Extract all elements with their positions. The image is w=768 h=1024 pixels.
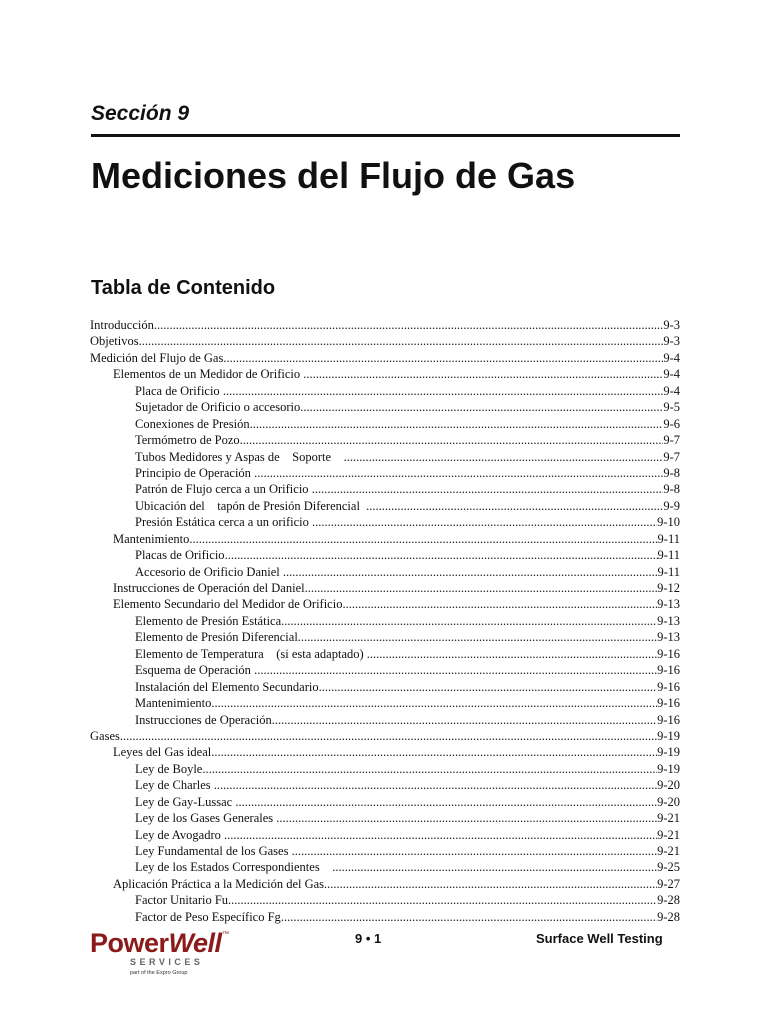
toc-entry[interactable] bbox=[90, 794, 680, 810]
toc-entry-title: Presión Estática cerca a un orificio bbox=[135, 515, 313, 530]
toc-dot-leader bbox=[214, 777, 657, 793]
toc-dot-leader bbox=[276, 810, 657, 826]
toc-entry[interactable] bbox=[90, 432, 680, 448]
toc-entry[interactable] bbox=[90, 909, 680, 925]
toc-dot-leader bbox=[154, 317, 663, 333]
toc-dot-leader bbox=[250, 416, 664, 432]
toc-entry-page: 9-16 bbox=[657, 679, 680, 694]
toc-dot-leader bbox=[332, 859, 657, 875]
logo-wordmark bbox=[90, 928, 222, 958]
toc-entry-page: 9-19 bbox=[657, 761, 680, 776]
toc-entry-page: 9-13 bbox=[657, 597, 680, 612]
toc-entry-title: Accesorio de Orificio Daniel bbox=[135, 564, 283, 579]
toc-entry-page: 9-3 bbox=[663, 318, 680, 332]
header-rule bbox=[91, 134, 680, 137]
toc-entry-page: 9-16 bbox=[657, 646, 680, 661]
toc-dot-leader bbox=[223, 350, 663, 366]
toc-entry-page: 9-5 bbox=[663, 400, 680, 415]
toc-entry-page: 9-3 bbox=[663, 334, 680, 349]
section-label: Sección 9 bbox=[91, 102, 190, 125]
toc-entry-title: Objetivos bbox=[90, 334, 139, 349]
toc-entry[interactable] bbox=[90, 744, 680, 760]
toc-dot-leader bbox=[254, 662, 657, 678]
toc-entry-page: 9-19 bbox=[657, 728, 680, 743]
toc-entry-page: 9-16 bbox=[657, 696, 680, 711]
toc-entry-page: 9-21 bbox=[657, 827, 680, 842]
toc-entry-title: Ley de los Estados Correspondientes bbox=[135, 860, 333, 875]
powerwell-logo bbox=[90, 928, 240, 980]
toc-dot-leader bbox=[312, 481, 664, 497]
toc-dot-leader bbox=[235, 794, 657, 810]
page-title: Mediciones del Flujo de Gas bbox=[91, 155, 576, 196]
toc-entry-title: Tubos Medidores y Aspas de Soporte bbox=[135, 449, 344, 464]
logo-well-text: Well bbox=[168, 928, 222, 958]
toc-dot-leader bbox=[344, 449, 664, 465]
toc-entry-page: 9-8 bbox=[663, 465, 680, 480]
toc-entry[interactable] bbox=[90, 777, 680, 793]
toc-entry[interactable] bbox=[90, 416, 680, 432]
toc-dot-leader bbox=[225, 547, 658, 563]
toc-entry-title: Aplicación Práctica a la Medición del Gas bbox=[113, 876, 325, 891]
toc-entry[interactable] bbox=[90, 827, 680, 843]
toc-entry-page: 9-12 bbox=[657, 581, 680, 595]
toc-entry-title: Medición del Flujo de Gas bbox=[90, 350, 224, 365]
toc-entry-title: Elementos de un Medidor de Orificio bbox=[113, 367, 304, 382]
toc-dot-leader bbox=[211, 744, 657, 760]
toc-dot-leader bbox=[324, 876, 657, 892]
toc-entry-page: 9-7 bbox=[663, 449, 680, 464]
toc-entry[interactable] bbox=[90, 810, 680, 826]
toc-entry[interactable] bbox=[90, 695, 680, 711]
toc-entry-title: Ley Fundamental de los Gases bbox=[135, 844, 292, 858]
toc-entry-title: Ley de los Gases Generales bbox=[135, 811, 277, 826]
toc-dot-leader bbox=[223, 383, 664, 399]
toc-entry[interactable] bbox=[90, 728, 680, 744]
toc-entry-page: 9-19 bbox=[657, 745, 680, 760]
toc-dot-leader bbox=[305, 580, 657, 596]
toc-entry-page: 9-7 bbox=[663, 433, 680, 448]
logo-trademark: ™ bbox=[222, 931, 229, 938]
toc-entry[interactable] bbox=[90, 481, 680, 497]
toc-dot-leader bbox=[292, 843, 658, 859]
toc-entry-page: 9-13 bbox=[657, 630, 680, 645]
toc-dot-leader bbox=[303, 366, 663, 382]
toc-entry[interactable] bbox=[90, 531, 680, 547]
toc-entry-page: 9-9 bbox=[663, 498, 680, 513]
toc-entry[interactable] bbox=[90, 629, 680, 645]
toc-entry-page: 9-4 bbox=[663, 367, 680, 382]
toc-dot-leader bbox=[120, 728, 657, 744]
toc-entry-page: 9-21 bbox=[657, 844, 680, 858]
toc-dot-leader bbox=[272, 712, 657, 728]
toc-entry[interactable] bbox=[90, 662, 680, 678]
toc-entry-title: Elemento Secundario del Medidor de Orificio bbox=[113, 597, 343, 612]
toc-entry[interactable] bbox=[90, 679, 680, 695]
toc-entry-title: Mantenimiento bbox=[135, 696, 212, 711]
toc-entry-page: 9-8 bbox=[663, 482, 680, 497]
toc-entry-title: Leyes del Gas ideal bbox=[113, 745, 212, 760]
toc-dot-leader bbox=[367, 646, 657, 662]
toc-entry-title: Conexiones de Presión bbox=[135, 416, 250, 431]
toc-dot-leader bbox=[211, 695, 657, 711]
toc-dot-leader bbox=[342, 596, 657, 612]
toc-entry-title: Factor Unitario Fu bbox=[135, 893, 229, 908]
toc-entry-title: Elemento de Presión Diferencial bbox=[135, 630, 298, 645]
toc-dot-leader bbox=[189, 531, 657, 547]
toc-entry-page: 9-6 bbox=[663, 416, 680, 431]
toc-entry-title: Ley de Boyle bbox=[135, 761, 203, 776]
toc-entry[interactable] bbox=[90, 596, 680, 612]
toc-entry[interactable] bbox=[90, 859, 680, 875]
toc-entry-title: Ley de Charles bbox=[135, 778, 214, 793]
toc-entry[interactable] bbox=[90, 712, 680, 728]
toc-entry-title: Mantenimiento bbox=[113, 531, 190, 546]
toc-entry-page: 9-25 bbox=[657, 860, 680, 875]
toc-entry-page: 9-20 bbox=[657, 794, 680, 809]
toc-entry-title: Placas de Orificio bbox=[135, 548, 225, 563]
toc-heading: Tabla de Contenido bbox=[91, 277, 276, 299]
toc-entry-page: 9-11 bbox=[657, 531, 680, 546]
toc-entry[interactable] bbox=[90, 333, 680, 349]
toc-dot-leader bbox=[366, 498, 663, 514]
toc-entry-title: Principio de Operación bbox=[135, 465, 255, 480]
toc-entry-page: 9-11 bbox=[657, 548, 680, 563]
toc-entry-page: 9-4 bbox=[663, 350, 680, 365]
toc-entry-title: Ley de Avogadro bbox=[135, 827, 224, 842]
toc-entry[interactable] bbox=[90, 761, 680, 777]
toc-entry-title: Instrucciones de Operación bbox=[135, 712, 272, 727]
toc-entry-page: 9-28 bbox=[657, 893, 680, 908]
toc-entry[interactable] bbox=[90, 498, 680, 514]
page-number: 9 • 1 bbox=[355, 931, 382, 946]
toc-entry[interactable] bbox=[90, 564, 680, 580]
logo-subtitle: part of the Expro Group bbox=[130, 970, 188, 976]
logo-power-text: Power bbox=[90, 928, 169, 958]
toc-entry[interactable] bbox=[90, 547, 680, 563]
toc-entry-title: Elemento de Presión Estática bbox=[135, 613, 282, 628]
toc-entry[interactable] bbox=[90, 366, 680, 382]
toc-dot-leader bbox=[139, 333, 664, 349]
toc-entry[interactable] bbox=[90, 613, 680, 629]
toc-entry[interactable] bbox=[90, 580, 680, 596]
toc-entry-page: 9-27 bbox=[657, 876, 680, 891]
toc-entry[interactable] bbox=[90, 399, 680, 415]
toc-dot-leader bbox=[228, 892, 657, 908]
toc-entry-title: Esquema de Operación bbox=[135, 663, 255, 678]
toc-dot-leader bbox=[300, 399, 663, 415]
toc-dot-leader bbox=[283, 564, 658, 580]
toc-entry-title: Ubicación del tapón de Presión Diferencial bbox=[135, 498, 367, 513]
toc-entry[interactable] bbox=[90, 317, 680, 333]
toc-entry[interactable] bbox=[90, 465, 680, 481]
toc-entry-page: 9-28 bbox=[657, 909, 680, 924]
toc-entry-title: Ley de Gay-Lussac bbox=[135, 794, 236, 809]
toc-entry[interactable] bbox=[90, 449, 680, 465]
toc-entry-title: Placa de Orificio bbox=[135, 383, 223, 398]
toc-entry[interactable] bbox=[90, 876, 680, 892]
toc-dot-leader bbox=[281, 613, 657, 629]
toc-dot-leader bbox=[312, 514, 657, 530]
toc-entry-page: 9-16 bbox=[657, 663, 680, 678]
toc-entry[interactable] bbox=[90, 646, 680, 662]
toc-dot-leader bbox=[254, 465, 663, 481]
toc-entry-title: Introducción bbox=[90, 318, 154, 332]
toc-entry-title: Factor de Peso Específico Fg bbox=[135, 909, 281, 924]
table-of-contents bbox=[90, 317, 680, 925]
toc-entry[interactable] bbox=[90, 843, 680, 859]
toc-entry-page: 9-4 bbox=[663, 383, 680, 398]
toc-entry-page: 9-11 bbox=[657, 564, 680, 579]
toc-dot-leader bbox=[202, 761, 657, 777]
toc-entry[interactable] bbox=[90, 350, 680, 366]
footer-publication-title: Surface Well Testing bbox=[536, 931, 663, 946]
toc-entry[interactable] bbox=[90, 514, 680, 530]
logo-services-text: SERVICES bbox=[130, 957, 204, 967]
toc-entry-page: 9-16 bbox=[657, 712, 680, 727]
toc-entry-title: Sujetador de Orificio o accesorio bbox=[135, 400, 301, 415]
toc-dot-leader bbox=[319, 679, 657, 695]
toc-entry[interactable] bbox=[90, 892, 680, 908]
toc-entry-page: 9-20 bbox=[657, 778, 680, 793]
toc-entry-title: Instrucciones de Operación del Daniel bbox=[113, 581, 305, 595]
toc-dot-leader bbox=[240, 432, 664, 448]
toc-entry[interactable] bbox=[90, 383, 680, 399]
toc-dot-leader bbox=[298, 629, 657, 645]
toc-entry-title: Elemento de Temperatura (si esta adaptado) bbox=[135, 646, 367, 661]
toc-dot-leader bbox=[281, 909, 657, 925]
toc-dot-leader bbox=[224, 827, 657, 843]
toc-entry-page: 9-13 bbox=[657, 613, 680, 628]
toc-entry-title: Instalación del Elemento Secundario bbox=[135, 679, 319, 694]
toc-entry-page: 9-10 bbox=[657, 515, 680, 530]
toc-entry-page: 9-21 bbox=[657, 811, 680, 826]
toc-entry-title: Termómetro de Pozo bbox=[135, 433, 240, 448]
toc-entry-title: Patrón de Flujo cerca a un Orificio bbox=[135, 482, 312, 497]
toc-entry-title: Gases bbox=[90, 728, 120, 743]
